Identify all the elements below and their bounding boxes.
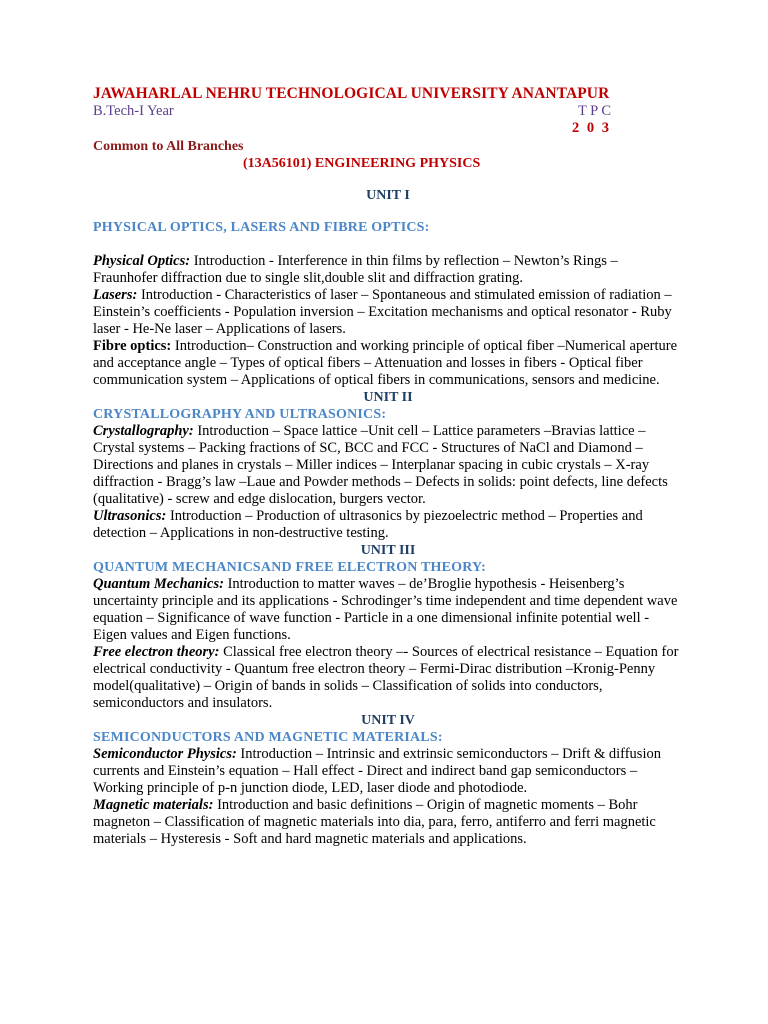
topic-paragraph bbox=[93, 644, 683, 712]
unit-heading: CRYSTALLOGRAPHY AND ULTRASONICS: bbox=[93, 407, 387, 422]
unit-label: UNIT IV bbox=[361, 713, 415, 728]
topic-title: Fibre optics: bbox=[93, 338, 172, 354]
topic-title: Free electron theory: bbox=[93, 644, 220, 660]
topic-title: Lasers: bbox=[93, 287, 138, 303]
topic-text: Introduction - Characteristics of laser – Spontaneous and stimulated emission of radiation – Einstein’s coefficients - Population inversion – Excitation mechanisms and optical resonator - Ruby laser - He-Ne laser – Applications of lasers. bbox=[93, 287, 672, 337]
topic-title: Ultrasonics: bbox=[93, 508, 167, 524]
topic-title: Semiconductor Physics: bbox=[93, 746, 237, 762]
topic-paragraph bbox=[93, 797, 683, 848]
topic-text: Introduction and basic definitions – Origin of magnetic moments – Bohr magneton – Classification of magnetic materials into dia, para, ferro, antiferro and ferri magnetic materials – Hysteresis - Soft and hard magnetic materials and applications. bbox=[93, 797, 656, 847]
topic-text: Introduction– Construction and working principle of optical fiber –Numerical aperture and acceptance angle – Types of optical fibers – Attenuation and losses in fibers - Optical fiber communication system – Applications of optical fibers in communications, sensors and medicine. bbox=[93, 338, 678, 388]
topic-paragraph bbox=[93, 423, 683, 508]
syllabus-page bbox=[93, 84, 683, 848]
unit-label: UNIT I bbox=[366, 188, 410, 203]
course-title: (13A56101) ENGINEERING PHYSICS bbox=[243, 156, 481, 171]
credits-value: 2 0 3 bbox=[572, 120, 611, 136]
topic-paragraph bbox=[93, 338, 683, 389]
topic-paragraph bbox=[93, 287, 683, 338]
unit-label: UNIT III bbox=[360, 543, 416, 558]
topic-paragraph bbox=[93, 746, 683, 797]
topic-text: Classical free electron theory –- Sources of electrical resistance – Equation for electrical conductivity - Quantum free electron theory – Fermi-Dirac distribution –Kronig-Penny model(qualitative) – Origin of bands in solids – Classification of solids into conductors, semiconductors and insulators. bbox=[93, 644, 679, 711]
university-title: JAWAHARLAL NEHRU TECHNOLOGICAL UNIVERSITY ANANTAPUR bbox=[93, 85, 610, 102]
topic-text: Introduction to matter waves – de’Broglie hypothesis - Heisenberg’s uncertainty principle and its applications - Schrodinger’s time independent and time dependent wave equation – Significance of wave function - Particle in a one dimensional infinite potential well - Eigen values and Eigen functions. bbox=[93, 576, 678, 643]
topic-text: Introduction - Interference in thin films by reflection – Newton’s Rings – Fraunhofer diffraction due to single slit,double slit and diffraction grating. bbox=[93, 253, 618, 286]
unit-label: UNIT II bbox=[363, 390, 413, 405]
topic-text: Introduction – Space lattice –Unit cell – Lattice parameters –Bravias lattice –Crystal systems – Packing fractions of SC, BCC and FCC - Structures of NaCl and Diamond –Directions and planes in crystals – Miller indices – Interplanar spacing in cubic crystals – X-ray diffraction - Bragg’s law –Laue and Powder methods – Defects in solids: point defects, line defects (qualitative) - screw and edge dislocation, burgers vector. bbox=[93, 423, 668, 507]
branches-label: Common to All Branches bbox=[93, 139, 244, 154]
unit-heading: QUANTUM MECHANICSAND FREE ELECTRON THEORY: bbox=[93, 560, 486, 575]
year-label: B.Tech-I Year bbox=[93, 103, 174, 119]
unit-heading: PHYSICAL OPTICS, LASERS AND FIBRE OPTICS: bbox=[93, 220, 430, 235]
year-row bbox=[93, 103, 683, 120]
topic-paragraph bbox=[93, 576, 683, 644]
topic-text: Introduction – Intrinsic and extrinsic semiconductors – Drift & diffusion currents and Einstein’s equation – Hall effect - Direct and indirect band gap semiconductors – Working principle of p-n junction diode, LED, laser diode and photodiode. bbox=[93, 746, 661, 796]
topic-title: Crystallography: bbox=[93, 423, 194, 439]
topic-title: Quantum Mechanics: bbox=[93, 576, 224, 592]
topic-paragraph bbox=[93, 508, 683, 542]
tpc-label: T P C bbox=[577, 103, 611, 119]
unit-heading: SEMICONDUCTORS AND MAGNETIC MATERIALS: bbox=[93, 730, 443, 745]
topic-paragraph bbox=[93, 253, 683, 287]
topic-title: Magnetic materials: bbox=[93, 797, 214, 813]
topic-title: Physical Optics: bbox=[93, 253, 191, 269]
topic-text: Introduction – Production of ultrasonics by piezoelectric method – Properties and detection – Applications in non-destructive testing. bbox=[93, 508, 643, 541]
